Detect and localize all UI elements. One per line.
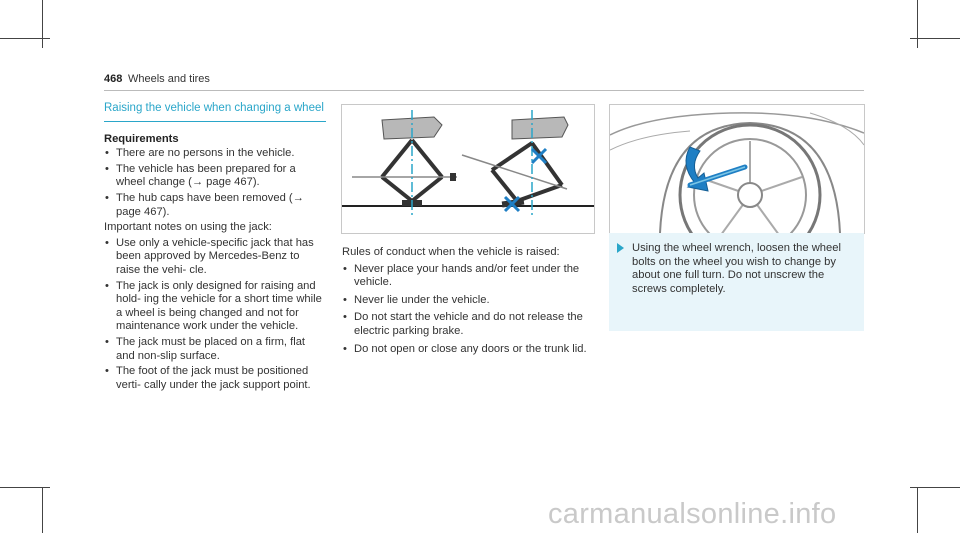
list-item: • There are no persons in the vehicle. [104,147,326,161]
list-item: • The jack is only designed for raising and hold- ing the vehicle for a short time while a wheel is being changed and not for maintenance work under the vehicle. [104,280,326,334]
notes-list [104,237,326,393]
watermark: carmanualsonline.info [548,498,837,530]
rules-intro: Rules of conduct when the vehicle is raised: [342,246,560,258]
page-number: 468 [104,73,123,85]
list-item: • Use only a vehicle-specific jack that has been approved by Mercedes-Benz to raise the vehi- cle. [104,237,326,278]
list-item: • Never place your hands and/or feet under the vehicle. [342,263,597,290]
instruction-step [609,233,864,331]
crop-mark [917,487,918,533]
column-requirements [104,102,326,394]
section-heading: Raising the vehicle when changing a wheel [104,102,326,122]
list-item: • The vehicle has been prepared for a wheel change (→ page 467). [104,163,326,190]
step-text: Using the wheel wrench, loosen the wheel bolts on the wheel you wish to change by about one full turn. Do not unscrew the screws completely. [632,242,841,295]
list-item: • Do not start the vehicle and do not release the electric parking brake. [342,311,597,338]
list-item: • The foot of the jack must be positioned verti- cally under the jack support point. [104,365,326,392]
crop-mark [42,0,43,48]
rules-list [342,263,597,357]
jack-diagram [342,105,594,233]
list-item: • Never lie under the vehicle. [342,294,597,308]
crop-mark [917,0,918,48]
wheel-diagram [610,105,864,233]
notes-intro: Important notes on using the jack: [104,221,272,234]
list-item: • The hub caps have been removed (→ page 467). [104,192,326,219]
requirements-list [104,147,326,219]
list-item: • Do not open or close any doors or the trunk lid. [342,343,597,357]
header-divider [104,90,864,91]
wheel-wrench-illustration [609,104,865,234]
column-rules [342,244,597,360]
crop-mark [42,487,43,533]
section-title: Wheels and tires [128,73,210,85]
jack-illustration [341,104,595,234]
requirements-heading: Requirements [104,132,179,145]
step-arrow-icon [617,243,624,253]
list-item: • The jack must be placed on a firm, flat and non-slip surface. [104,336,326,363]
